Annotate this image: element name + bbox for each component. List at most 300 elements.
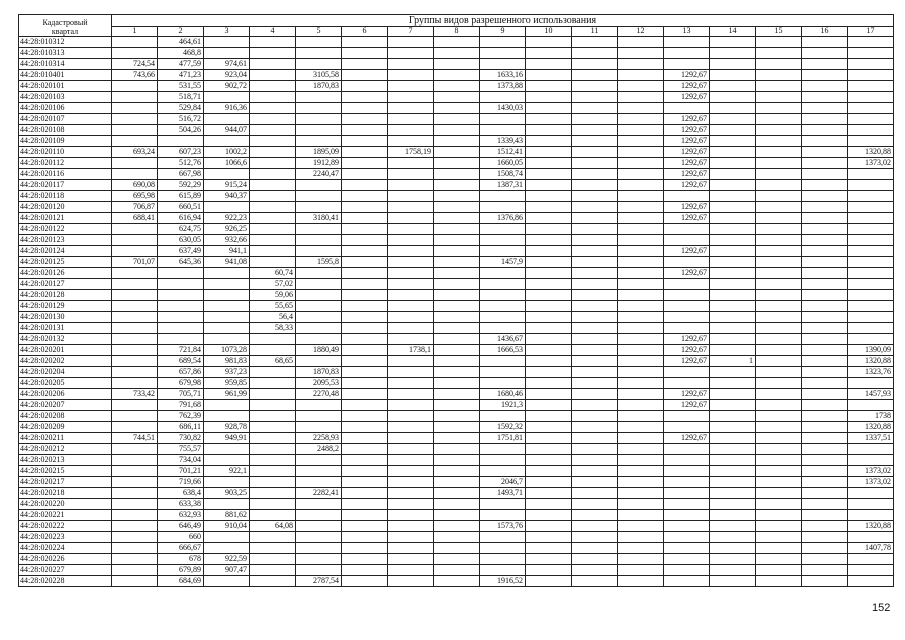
- value-cell: [848, 245, 894, 256]
- value-cell: 686,11: [158, 421, 204, 432]
- value-cell: [112, 564, 158, 575]
- value-cell: [618, 102, 664, 113]
- land-use-table-sheet: [18, 14, 894, 587]
- value-cell: [250, 190, 296, 201]
- value-cell: [848, 69, 894, 80]
- value-cell: [250, 333, 296, 344]
- value-cell: 531,55: [158, 80, 204, 91]
- value-cell: [802, 487, 848, 498]
- value-cell: [480, 542, 526, 553]
- value-cell: [250, 36, 296, 47]
- value-cell: [756, 58, 802, 69]
- value-cell: [572, 388, 618, 399]
- value-cell: [756, 344, 802, 355]
- value-cell: [434, 179, 480, 190]
- value-cell: 616,94: [158, 212, 204, 223]
- value-cell: [572, 201, 618, 212]
- value-cell: [342, 146, 388, 157]
- value-cell: [112, 355, 158, 366]
- value-cell: [618, 113, 664, 124]
- table-row: [19, 190, 894, 201]
- value-cell: [480, 454, 526, 465]
- value-cell: [388, 421, 434, 432]
- value-cell: [526, 564, 572, 575]
- value-cell: 1292,67: [664, 399, 710, 410]
- value-cell: [526, 421, 572, 432]
- value-cell: 1292,67: [664, 80, 710, 91]
- value-cell: 512,76: [158, 157, 204, 168]
- value-cell: [618, 410, 664, 421]
- value-cell: 529,84: [158, 102, 204, 113]
- cadastral-quarter-cell: 44:28:020228: [19, 575, 112, 586]
- table-row: [19, 91, 894, 102]
- value-cell: [526, 146, 572, 157]
- value-cell: 607,23: [158, 146, 204, 157]
- value-cell: [848, 113, 894, 124]
- value-cell: [204, 542, 250, 553]
- value-cell: 881,62: [204, 509, 250, 520]
- value-cell: 1758,19: [388, 146, 434, 157]
- value-cell: [480, 190, 526, 201]
- value-cell: 1: [710, 355, 756, 366]
- value-cell: 624,75: [158, 223, 204, 234]
- value-cell: 926,25: [204, 223, 250, 234]
- value-cell: [618, 124, 664, 135]
- value-cell: [480, 278, 526, 289]
- column-number-header: 4: [250, 27, 296, 37]
- table-row: [19, 542, 894, 553]
- value-cell: [342, 212, 388, 223]
- value-cell: 733,42: [112, 388, 158, 399]
- value-cell: [802, 531, 848, 542]
- value-cell: [388, 168, 434, 179]
- value-cell: [296, 322, 342, 333]
- value-cell: [112, 333, 158, 344]
- value-cell: [158, 289, 204, 300]
- value-cell: [848, 575, 894, 586]
- value-cell: [250, 146, 296, 157]
- value-cell: [664, 289, 710, 300]
- value-cell: [848, 553, 894, 564]
- page-number: 152: [872, 602, 891, 614]
- value-cell: [526, 443, 572, 454]
- value-cell: [664, 300, 710, 311]
- value-cell: [618, 432, 664, 443]
- value-cell: [388, 322, 434, 333]
- value-cell: [112, 344, 158, 355]
- value-cell: [250, 531, 296, 542]
- column-number-header: 7: [388, 27, 434, 37]
- value-cell: [388, 234, 434, 245]
- value-cell: [342, 355, 388, 366]
- value-cell: [618, 91, 664, 102]
- table-row: [19, 245, 894, 256]
- value-cell: [526, 487, 572, 498]
- value-cell: 68,65: [250, 355, 296, 366]
- value-cell: [710, 201, 756, 212]
- value-cell: 1292,67: [664, 146, 710, 157]
- value-cell: [296, 454, 342, 465]
- value-cell: [434, 322, 480, 333]
- value-cell: [296, 278, 342, 289]
- value-cell: [664, 190, 710, 201]
- value-cell: [802, 443, 848, 454]
- value-cell: [112, 311, 158, 322]
- value-cell: [204, 333, 250, 344]
- value-cell: [296, 234, 342, 245]
- value-cell: 949,91: [204, 432, 250, 443]
- value-cell: 1066,6: [204, 157, 250, 168]
- value-cell: [848, 278, 894, 289]
- value-cell: [388, 289, 434, 300]
- value-cell: [434, 311, 480, 322]
- value-cell: [664, 36, 710, 47]
- value-cell: [342, 564, 388, 575]
- column-number-header: 11: [572, 27, 618, 37]
- value-cell: [112, 366, 158, 377]
- value-cell: [756, 410, 802, 421]
- value-cell: 903,25: [204, 487, 250, 498]
- value-cell: 1292,67: [664, 113, 710, 124]
- value-cell: [434, 91, 480, 102]
- cadastral-quarter-cell: 44:28:020227: [19, 564, 112, 575]
- value-cell: [434, 201, 480, 212]
- value-cell: [526, 300, 572, 311]
- value-cell: [756, 113, 802, 124]
- value-cell: [526, 157, 572, 168]
- value-cell: [526, 256, 572, 267]
- value-cell: [802, 190, 848, 201]
- cadastral-quarter-cell: 44:28:020226: [19, 553, 112, 564]
- value-cell: [756, 146, 802, 157]
- value-cell: 471,23: [158, 69, 204, 80]
- value-cell: [572, 256, 618, 267]
- value-cell: 59,06: [250, 289, 296, 300]
- value-cell: [664, 531, 710, 542]
- value-cell: [112, 223, 158, 234]
- value-cell: 981,83: [204, 355, 250, 366]
- value-cell: [250, 366, 296, 377]
- table-row: [19, 234, 894, 245]
- value-cell: [388, 465, 434, 476]
- value-cell: [710, 443, 756, 454]
- value-cell: [388, 113, 434, 124]
- value-cell: [250, 135, 296, 146]
- value-cell: [388, 58, 434, 69]
- value-cell: [664, 454, 710, 465]
- value-cell: [434, 366, 480, 377]
- value-cell: 1387,31: [480, 179, 526, 190]
- value-cell: 60,74: [250, 267, 296, 278]
- value-cell: [756, 443, 802, 454]
- cadastral-quarter-cell: 44:28:020125: [19, 256, 112, 267]
- value-cell: [434, 278, 480, 289]
- value-cell: [756, 135, 802, 146]
- table-row: [19, 212, 894, 223]
- value-cell: [572, 179, 618, 190]
- value-cell: [296, 179, 342, 190]
- cadastral-quarter-cell: 44:28:020204: [19, 366, 112, 377]
- value-cell: [480, 245, 526, 256]
- value-cell: [664, 311, 710, 322]
- value-cell: [296, 289, 342, 300]
- value-cell: [756, 36, 802, 47]
- value-cell: [434, 443, 480, 454]
- value-cell: [342, 388, 388, 399]
- value-cell: [664, 520, 710, 531]
- value-cell: [572, 476, 618, 487]
- value-cell: 910,04: [204, 520, 250, 531]
- table-row: [19, 47, 894, 58]
- value-cell: [802, 212, 848, 223]
- value-cell: [250, 344, 296, 355]
- value-cell: [618, 69, 664, 80]
- value-cell: 667,98: [158, 168, 204, 179]
- value-cell: [434, 553, 480, 564]
- value-cell: [802, 344, 848, 355]
- value-cell: [342, 135, 388, 146]
- value-cell: [802, 355, 848, 366]
- value-cell: [388, 190, 434, 201]
- value-cell: [756, 256, 802, 267]
- cadastral-quarter-cell: 44:28:020117: [19, 179, 112, 190]
- value-cell: [756, 212, 802, 223]
- value-cell: [480, 223, 526, 234]
- value-cell: [112, 80, 158, 91]
- cadastral-quarter-cell: 44:28:020131: [19, 322, 112, 333]
- value-cell: [250, 465, 296, 476]
- value-cell: [848, 80, 894, 91]
- value-cell: [434, 157, 480, 168]
- value-cell: [802, 311, 848, 322]
- value-cell: [342, 223, 388, 234]
- value-cell: [388, 278, 434, 289]
- value-cell: [434, 531, 480, 542]
- value-cell: [526, 245, 572, 256]
- value-cell: 646,49: [158, 520, 204, 531]
- value-cell: [434, 498, 480, 509]
- value-cell: 1292,67: [664, 245, 710, 256]
- cadastral-quarter-cell: 44:28:020132: [19, 333, 112, 344]
- value-cell: [802, 146, 848, 157]
- value-cell: [112, 377, 158, 388]
- value-cell: [112, 410, 158, 421]
- value-cell: [802, 432, 848, 443]
- value-cell: [848, 564, 894, 575]
- value-cell: [112, 454, 158, 465]
- value-cell: 2282,41: [296, 487, 342, 498]
- value-cell: [848, 322, 894, 333]
- value-cell: [204, 267, 250, 278]
- value-cell: [618, 421, 664, 432]
- table-row: [19, 113, 894, 124]
- value-cell: [342, 168, 388, 179]
- value-cell: 1493,71: [480, 487, 526, 498]
- value-cell: [480, 322, 526, 333]
- value-cell: [158, 333, 204, 344]
- value-cell: [802, 575, 848, 586]
- value-cell: 734,04: [158, 454, 204, 465]
- cadastral-quarter-cell: 44:28:020207: [19, 399, 112, 410]
- value-cell: [572, 190, 618, 201]
- column-number-header: 9: [480, 27, 526, 37]
- value-cell: [480, 58, 526, 69]
- value-cell: [250, 432, 296, 443]
- value-cell: [480, 47, 526, 58]
- value-cell: [664, 564, 710, 575]
- cadastral-quarter-cell: 44:28:020112: [19, 157, 112, 168]
- value-cell: [526, 454, 572, 465]
- cadastral-quarter-cell: 44:28:020118: [19, 190, 112, 201]
- value-cell: [572, 212, 618, 223]
- value-cell: [526, 399, 572, 410]
- value-cell: 592,29: [158, 179, 204, 190]
- value-cell: 632,93: [158, 509, 204, 520]
- cadastral-quarter-cell: 44:28:020222: [19, 520, 112, 531]
- value-cell: [572, 443, 618, 454]
- table-row: [19, 168, 894, 179]
- value-cell: [388, 179, 434, 190]
- header-cadastral-quarter-line1: Кадастровый: [19, 15, 112, 27]
- value-cell: [342, 179, 388, 190]
- value-cell: [756, 564, 802, 575]
- value-cell: [434, 509, 480, 520]
- value-cell: [618, 443, 664, 454]
- value-cell: 55,65: [250, 300, 296, 311]
- value-cell: [756, 465, 802, 476]
- value-cell: [710, 311, 756, 322]
- table-row: [19, 498, 894, 509]
- table-row: [19, 399, 894, 410]
- value-cell: [802, 157, 848, 168]
- value-cell: [434, 410, 480, 421]
- value-cell: [802, 179, 848, 190]
- table-row: [19, 344, 894, 355]
- value-cell: [618, 509, 664, 520]
- value-cell: 58,33: [250, 322, 296, 333]
- value-cell: [618, 575, 664, 586]
- value-cell: [112, 443, 158, 454]
- value-cell: [756, 102, 802, 113]
- value-cell: [342, 190, 388, 201]
- value-cell: [526, 553, 572, 564]
- value-cell: [710, 102, 756, 113]
- value-cell: [204, 168, 250, 179]
- value-cell: [480, 201, 526, 212]
- value-cell: [342, 399, 388, 410]
- value-cell: 637,49: [158, 245, 204, 256]
- value-cell: [802, 58, 848, 69]
- value-cell: [848, 124, 894, 135]
- table-row: [19, 487, 894, 498]
- cadastral-quarter-cell: 44:28:020101: [19, 80, 112, 91]
- value-cell: 3180,41: [296, 212, 342, 223]
- value-cell: [434, 476, 480, 487]
- cadastral-quarter-cell: 44:28:020116: [19, 168, 112, 179]
- value-cell: [848, 498, 894, 509]
- value-cell: [434, 421, 480, 432]
- value-cell: [710, 509, 756, 520]
- value-cell: [802, 234, 848, 245]
- value-cell: [480, 355, 526, 366]
- value-cell: [710, 234, 756, 245]
- value-cell: [204, 113, 250, 124]
- value-cell: [342, 344, 388, 355]
- cadastral-quarter-cell: 44:28:020213: [19, 454, 112, 465]
- value-cell: [112, 168, 158, 179]
- value-cell: [710, 399, 756, 410]
- value-cell: [848, 135, 894, 146]
- value-cell: [756, 91, 802, 102]
- value-cell: [848, 377, 894, 388]
- value-cell: [480, 289, 526, 300]
- value-cell: [572, 58, 618, 69]
- value-cell: [204, 575, 250, 586]
- value-cell: [710, 388, 756, 399]
- value-cell: [250, 47, 296, 58]
- table-row: [19, 476, 894, 487]
- value-cell: [710, 377, 756, 388]
- value-cell: [572, 575, 618, 586]
- value-cell: [710, 498, 756, 509]
- value-cell: [664, 487, 710, 498]
- value-cell: [618, 80, 664, 91]
- value-cell: [112, 509, 158, 520]
- value-cell: 2046,7: [480, 476, 526, 487]
- value-cell: [250, 421, 296, 432]
- value-cell: [388, 553, 434, 564]
- value-cell: [572, 355, 618, 366]
- value-cell: [158, 278, 204, 289]
- value-cell: 615,89: [158, 190, 204, 201]
- value-cell: [526, 102, 572, 113]
- value-cell: 941,1: [204, 245, 250, 256]
- value-cell: 1292,67: [664, 168, 710, 179]
- value-cell: [250, 157, 296, 168]
- value-cell: [388, 102, 434, 113]
- value-cell: 1870,83: [296, 366, 342, 377]
- value-cell: [112, 124, 158, 135]
- value-cell: [664, 553, 710, 564]
- value-cell: [526, 278, 572, 289]
- value-cell: [526, 322, 572, 333]
- value-cell: [296, 300, 342, 311]
- table-row: [19, 454, 894, 465]
- column-number-header: 1: [112, 27, 158, 37]
- value-cell: [480, 410, 526, 421]
- value-cell: [342, 443, 388, 454]
- table-row: [19, 388, 894, 399]
- value-cell: [112, 278, 158, 289]
- value-cell: [756, 333, 802, 344]
- value-cell: [112, 36, 158, 47]
- value-cell: [342, 201, 388, 212]
- cadastral-quarter-cell: 44:28:020122: [19, 223, 112, 234]
- value-cell: 1339,43: [480, 135, 526, 146]
- value-cell: [526, 69, 572, 80]
- value-cell: [526, 80, 572, 91]
- value-cell: [250, 542, 296, 553]
- value-cell: [618, 278, 664, 289]
- table-row: [19, 553, 894, 564]
- value-cell: [802, 245, 848, 256]
- cadastral-quarter-cell: 44:28:020217: [19, 476, 112, 487]
- value-cell: [572, 410, 618, 421]
- table-row: [19, 289, 894, 300]
- value-cell: [250, 487, 296, 498]
- value-cell: [756, 553, 802, 564]
- value-cell: [756, 267, 802, 278]
